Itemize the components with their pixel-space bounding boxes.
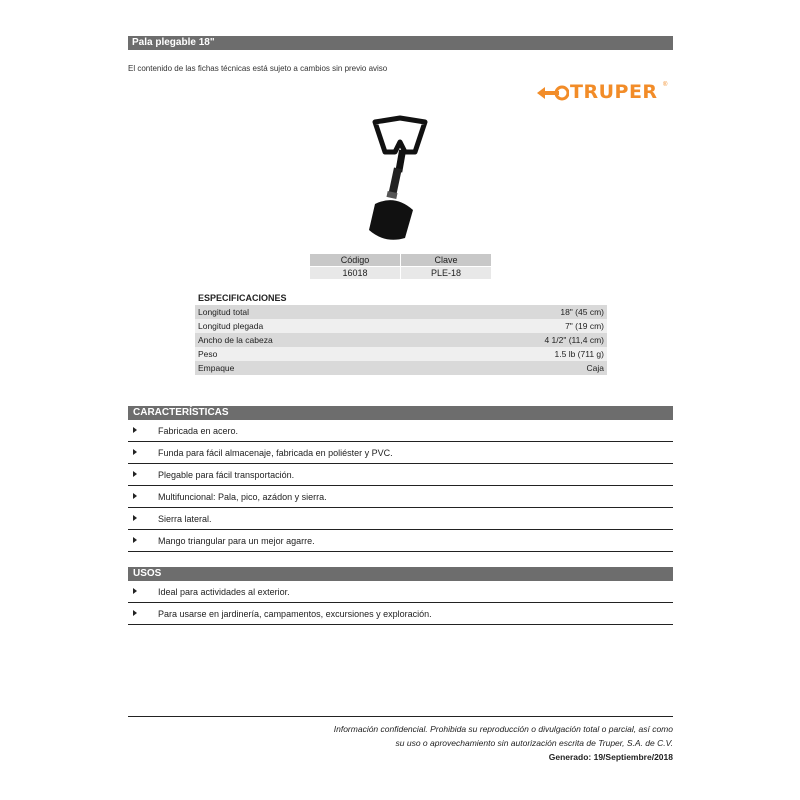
list-item-text: Funda para fácil almacenaje, fabricada en poliéster y PVC. — [158, 448, 393, 458]
spec-label: Peso — [195, 347, 422, 361]
list-item-text: Ideal para actividades al exterior. — [158, 587, 290, 597]
footer-confidential-line2: su uso o aprovechamiento sin autorización escrita de Truper, S.A. de C.V. — [395, 738, 673, 748]
spec-value: 18" (45 cm) — [422, 305, 607, 319]
logo-registered-mark: ® — [663, 82, 668, 88]
specs-heading: ESPECIFICACIONES — [198, 293, 287, 303]
list-item-text: Multifuncional: Pala, pico, azádon y sierra. — [158, 492, 327, 502]
list-item — [128, 603, 673, 625]
spec-value: 7" (19 cm) — [422, 319, 607, 333]
list-item-text: Para usarse en jardinería, campamentos, excursiones y exploración. — [158, 609, 432, 619]
bullet-arrow-icon — [133, 493, 137, 499]
spec-row — [195, 361, 607, 375]
list-item-text: Plegable para fácil transportación. — [158, 470, 295, 480]
spec-row — [195, 333, 607, 347]
list-item — [128, 508, 673, 530]
caracteristicas-list — [128, 420, 673, 552]
key-value: PLE-18 — [401, 267, 492, 280]
list-item — [128, 464, 673, 486]
document-title: Pala plegable 18" — [128, 36, 673, 50]
bullet-arrow-icon — [133, 610, 137, 616]
key-header: Clave — [401, 254, 492, 267]
truper-logo-icon — [535, 80, 569, 106]
list-item-text: Sierra lateral. — [158, 514, 212, 524]
list-item — [128, 486, 673, 508]
spec-label: Empaque — [195, 361, 422, 375]
bullet-arrow-icon — [133, 515, 137, 521]
disclaimer-text: El contenido de las fichas técnicas está sujeto a cambios sin previo aviso — [128, 64, 388, 73]
footer-confidential-line1: Información confidencial. Prohibida su reproducción o divulgación total o parcial, así como — [333, 724, 673, 734]
code-value: 16018 — [310, 267, 401, 280]
list-item-text: Fabricada en acero. — [158, 426, 239, 436]
bullet-arrow-icon — [133, 449, 137, 455]
footer-divider — [128, 716, 673, 717]
list-item-text: Mango triangular para un mejor agarre. — [158, 536, 315, 546]
spec-value: 1.5 lb (711 g) — [422, 347, 607, 361]
list-item — [128, 530, 673, 552]
spec-label: Longitud total — [195, 305, 422, 319]
bullet-arrow-icon — [133, 471, 137, 477]
truper-logo — [535, 80, 675, 106]
spec-label: Ancho de la cabeza — [195, 333, 422, 347]
spec-row — [195, 305, 607, 319]
bullet-arrow-icon — [133, 588, 137, 594]
folding-shovel-icon — [355, 112, 445, 252]
usos-list — [128, 581, 673, 625]
code-table — [310, 254, 492, 279]
code-header: Código — [310, 254, 401, 267]
list-item — [128, 581, 673, 603]
bullet-arrow-icon — [133, 537, 137, 543]
specs-table — [195, 291, 607, 375]
footer-generated-date: Generado: 19/Septiembre/2018 — [548, 752, 673, 762]
list-item — [128, 420, 673, 442]
logo-text: TRUPER — [570, 81, 658, 103]
spec-label: Longitud plegada — [195, 319, 422, 333]
bullet-arrow-icon — [133, 427, 137, 433]
list-item — [128, 442, 673, 464]
spec-value: Caja — [422, 361, 607, 375]
spec-row — [195, 319, 607, 333]
spec-value: 4 1/2" (11,4 cm) — [422, 333, 607, 347]
usos-heading: USOS — [128, 567, 673, 581]
spec-row — [195, 347, 607, 361]
caracteristicas-heading: CARACTERÍSTICAS — [128, 406, 673, 420]
